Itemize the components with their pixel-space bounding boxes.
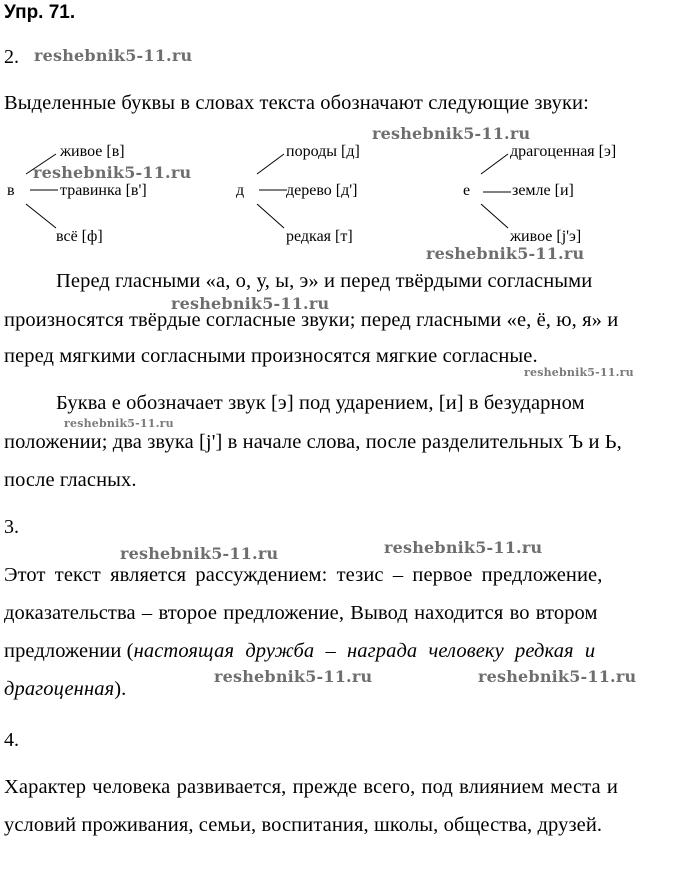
diagram-item: редкая [т] <box>286 228 353 245</box>
watermark: reshebnik5-11.ru <box>120 544 279 563</box>
watermark: reshebnik5-11.ru <box>524 366 634 379</box>
section-4-line: Характер человека развивается, прежде всего, под влиянием места и <box>4 776 618 798</box>
watermark: reshebnik5-11.ru <box>34 46 193 65</box>
quote-italic: настоящая дружба – награда человеку редкая и <box>133 640 596 662</box>
diagram-item: породы [д] <box>286 143 360 160</box>
section-3-line <box>4 564 673 587</box>
diagram-item: дерево [д'] <box>286 182 358 199</box>
section-3-line <box>4 678 126 701</box>
watermark: reshebnik5-11.ru <box>171 294 330 313</box>
section-4-line: условий проживания, семьи, воспитания, школы, общества, друзей. <box>4 814 603 836</box>
paragraph-2-line: положении; два звука [j'] в начале слова, после разделительных Ъ и Ь, <box>4 431 622 453</box>
diagram-item: драгоценная [э] <box>510 143 617 160</box>
paragraph-2-line: Буква е обозначает звук [э] под ударением, [и] в безударном <box>56 392 585 414</box>
section-2-intro: Выделенные буквы в словах текста обозначают следующие звуки: <box>4 92 589 114</box>
diagram-letter-v: в <box>7 182 15 199</box>
diagram-item: живое [в] <box>60 143 125 160</box>
watermark: reshebnik5-11.ru <box>33 163 192 182</box>
diagram-item: травинка [в'] <box>60 182 147 199</box>
section-3-line <box>4 640 595 663</box>
section-3-line-suffix: ). <box>114 678 127 700</box>
section-3-number: 3. <box>4 516 19 538</box>
exercise-title: Упр. 71. <box>4 2 76 23</box>
diagram-item: живое [j'э] <box>510 228 582 245</box>
section-3-line: доказательства – второе предложение, Вывод находится во втором <box>4 602 598 624</box>
diagram-letter-d: д <box>236 182 245 199</box>
watermark: reshebnik5-11.ru <box>372 124 531 143</box>
watermark: reshebnik5-11.ru <box>214 667 373 686</box>
watermark: reshebnik5-11.ru <box>426 244 585 263</box>
section-4-number: 4. <box>4 729 19 751</box>
watermark: reshebnik5-11.ru <box>384 538 543 557</box>
diagram-item: земле [и] <box>512 182 574 199</box>
paragraph-1-line: Перед гласными «а, о, у, ы, э» и перед твёрдыми согласными <box>56 270 593 292</box>
diagram-item: всё [ф] <box>56 228 103 245</box>
watermark: reshebnik5-11.ru <box>478 667 637 686</box>
paragraph-2-line: после гласных. <box>4 469 137 491</box>
section-3-line-prefix: предложении ( <box>4 640 134 662</box>
paragraph-1-line: произносятся твёрдые согласные звуки; перед гласными «е, ё, ю, я» и <box>4 309 619 331</box>
section-3-line-text: Этот текст является рассуждением: тезис – первое предложение, <box>4 564 603 586</box>
diagram-letter-e: е <box>463 182 471 199</box>
section-2-number: 2. <box>4 46 19 68</box>
quote-italic: драгоценная <box>4 678 115 700</box>
paragraph-1-line: перед мягкими согласными произносятся мягкие согласные. <box>4 345 538 367</box>
watermark: reshebnik5-11.ru <box>64 417 174 430</box>
